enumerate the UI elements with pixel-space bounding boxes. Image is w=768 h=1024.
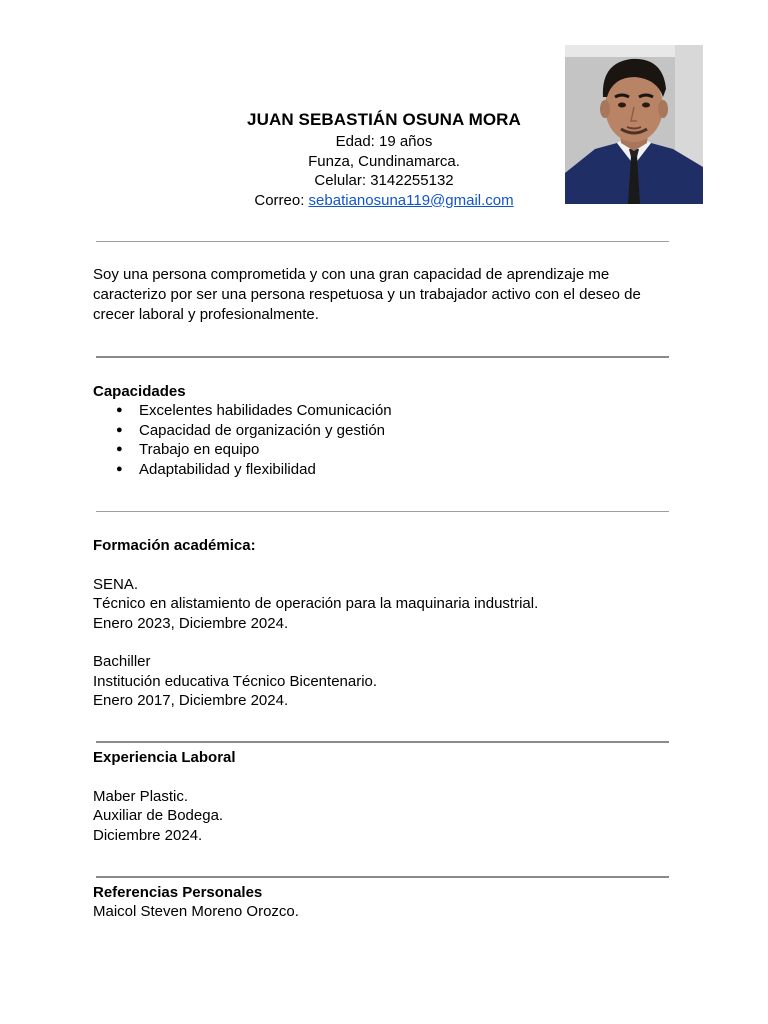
list-item bbox=[93, 460, 683, 479]
list-item bbox=[93, 401, 683, 420]
phone-line: Celular: 3142255132 bbox=[314, 172, 454, 189]
skills-list bbox=[93, 401, 683, 479]
experience-section bbox=[93, 748, 683, 845]
experience-heading: Experiencia Laboral bbox=[93, 749, 236, 766]
reference-name: Maicol Steven Moreno Orozco. bbox=[93, 903, 299, 921]
education-institution: Bachiller bbox=[93, 653, 151, 671]
profile-summary: Soy una persona comprometida y con una gran capacidad de aprendizaje me caracterizo por ser una persona respetuosa y un trabajador activo con el deseo de crecer laboral y profesionalmente. bbox=[93, 266, 641, 323]
list-item bbox=[93, 440, 683, 459]
experience-company: Maber Plastic. bbox=[93, 787, 189, 805]
bullet-icon: ● bbox=[116, 462, 123, 475]
education-institution: SENA. bbox=[93, 575, 139, 593]
education-heading: Formación académica: bbox=[93, 537, 256, 554]
bullet-icon: ● bbox=[116, 404, 123, 417]
references-section bbox=[93, 883, 683, 922]
bullet-icon: ● bbox=[116, 423, 123, 436]
skill-text: Trabajo en equipo bbox=[139, 441, 260, 459]
experience-role: Auxiliar de Bodega. bbox=[93, 807, 224, 825]
email-label: Correo: bbox=[254, 191, 309, 209]
bullet-icon: ● bbox=[116, 443, 123, 456]
skill-text: Capacidad de organización y gestión bbox=[139, 421, 385, 439]
experience-date: Diciembre 2024. bbox=[93, 826, 203, 844]
full-name: JUAN SEBASTIÁN OSUNA MORA bbox=[247, 110, 521, 129]
divider bbox=[96, 511, 669, 512]
divider bbox=[96, 876, 669, 878]
email-line bbox=[0, 191, 768, 211]
references-heading: Referencias Personales bbox=[93, 884, 263, 901]
list-item bbox=[93, 421, 683, 440]
divider bbox=[96, 741, 669, 743]
education-dates: Enero 2023, Diciembre 2024. bbox=[93, 614, 289, 632]
skill-text: Excelentes habilidades Comunicación bbox=[139, 402, 392, 420]
age-line: Edad: 19 años bbox=[335, 133, 433, 150]
divider bbox=[96, 241, 669, 242]
skill-text: Adaptabilidad y flexibilidad bbox=[139, 460, 316, 478]
education-section bbox=[93, 536, 683, 711]
skills-heading: Capacidades bbox=[93, 383, 186, 400]
education-title: Técnico en alistamiento de operación para la maquinaria industrial. bbox=[93, 595, 539, 613]
contact-header bbox=[0, 108, 768, 210]
location-line: Funza, Cundinamarca. bbox=[308, 152, 460, 170]
education-title: Institución educativa Técnico Bicentenario. bbox=[93, 672, 378, 690]
divider bbox=[96, 356, 669, 358]
education-dates: Enero 2017, Diciembre 2024. bbox=[93, 692, 289, 710]
email-link[interactable]: sebatianosuna119@gmail.com bbox=[308, 191, 514, 209]
skills-section bbox=[93, 382, 683, 479]
